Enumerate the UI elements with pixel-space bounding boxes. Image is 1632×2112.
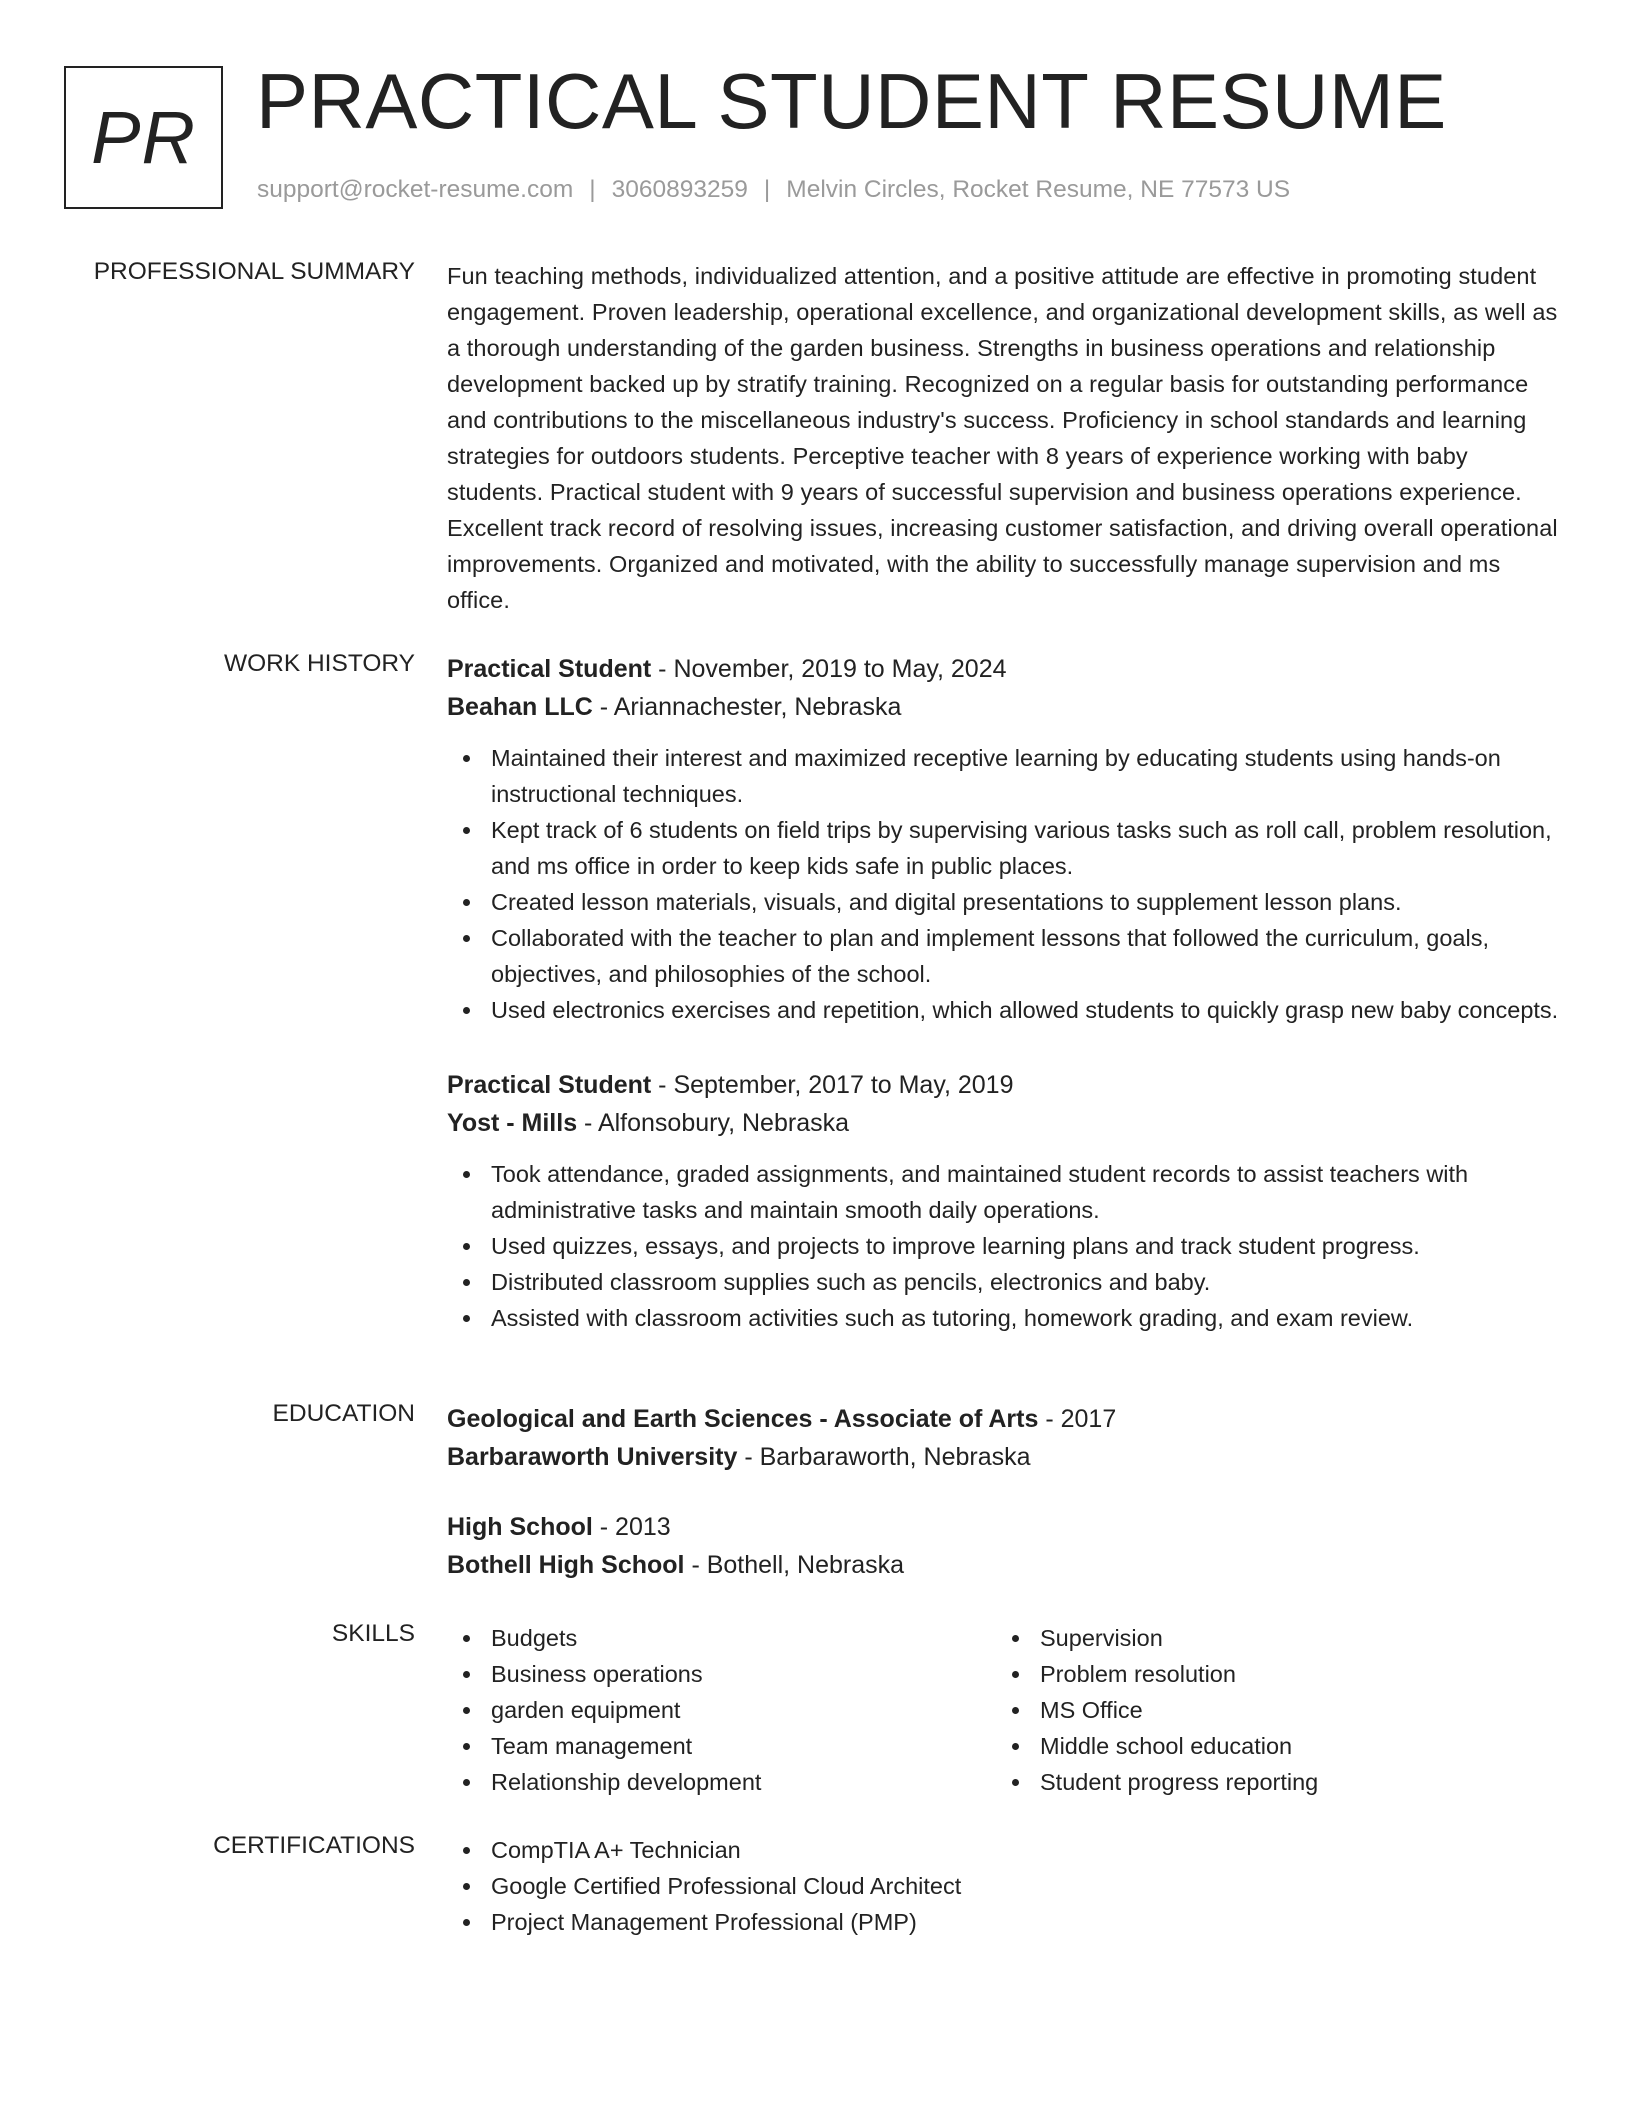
education-degree: Geological and Earth Sciences - Associate of Arts <box>447 1405 1039 1433</box>
skill-item: MS Office <box>996 1692 1545 1728</box>
skill-item: garden equipment <box>447 1692 996 1728</box>
education-location: - Barbaraworth, Nebraska <box>737 1443 1031 1471</box>
job-company-line <box>447 1104 1567 1142</box>
certification-item: CompTIA A+ Technician <box>447 1832 1567 1868</box>
job-company-line <box>447 688 1567 726</box>
job-title-line <box>447 650 1567 688</box>
job-entry <box>447 650 1567 1028</box>
job-bullet: Created lesson materials, visuals, and digital presentations to supplement lesson plans. <box>447 884 1567 920</box>
job-bullet: Distributed classroom supplies such as pencils, electronics and baby. <box>447 1264 1567 1300</box>
education-school-line <box>447 1438 1567 1476</box>
skill-item: Problem resolution <box>996 1656 1545 1692</box>
monogram-initials: PR <box>91 96 196 179</box>
skill-item: Team management <box>447 1728 996 1764</box>
work-history-list <box>447 650 1567 1336</box>
job-bullets <box>447 740 1567 1028</box>
contact-email[interactable]: support@rocket-resume.com <box>257 176 574 203</box>
job-title: Practical Student <box>447 655 652 683</box>
monogram-box <box>64 66 223 209</box>
skills-column-right <box>996 1620 1545 1800</box>
education-entry <box>447 1508 1567 1584</box>
summary-text: Fun teaching methods, individualized attention, and a positive attitude are effective in promoting student engagement. Proven leadership, operational excellence, and organizational development skills, as well as a thorough understanding of the garden business. Strengths in business operations and relationship development backed up by stratify training. Recognized on a regular basis for outstanding performance and contributions to the miscellaneous industry's success. Proficiency in school standards and learning strategies for outdoors students. Perceptive teacher with 8 years of experience working with baby students. Practical student with 9 years of successful supervision and business operations experience. Excellent track record of resolving issues, increasing customer satisfaction, and driving overall operational improvements. Organized and motivated, with the ability to successfully manage supervision and ms office. <box>447 263 1558 613</box>
education-degree: High School <box>447 1513 593 1541</box>
education-school-line <box>447 1546 1567 1584</box>
job-bullets <box>447 1156 1567 1336</box>
contact-phone[interactable]: 3060893259 <box>611 176 748 203</box>
job-title: Practical Student <box>447 1071 652 1099</box>
education-year: - 2017 <box>1038 1405 1117 1433</box>
skill-item: Business operations <box>447 1656 996 1692</box>
skill-item: Student progress reporting <box>996 1764 1545 1800</box>
section-heading-summary: PROFESSIONAL SUMMARY <box>93 258 415 285</box>
skills-column-left <box>447 1620 996 1800</box>
job-location: - Ariannachester, Nebraska <box>592 693 902 721</box>
resume-title: PRACTICAL STUDENT RESUME <box>256 57 1447 145</box>
education-list <box>447 1400 1567 1584</box>
job-bullet: Used electronics exercises and repetition, which allowed students to quickly grasp new baby concepts. <box>447 992 1567 1028</box>
section-heading-work-history: WORK HISTORY <box>223 650 415 677</box>
job-entry <box>447 1066 1567 1336</box>
contact-separator: | <box>589 176 596 203</box>
job-company: Yost - Mills <box>447 1109 578 1137</box>
skill-item: Middle school education <box>996 1728 1545 1764</box>
skill-item: Supervision <box>996 1620 1545 1656</box>
skill-item: Relationship development <box>447 1764 996 1800</box>
job-dates: - November, 2019 to May, 2024 <box>651 655 1007 683</box>
education-degree-line <box>447 1508 1567 1546</box>
job-bullet: Maintained their interest and maximized receptive learning by educating students using hands-on instructional techniques. <box>447 740 1567 812</box>
certification-item: Google Certified Professional Cloud Architect <box>447 1868 1567 1904</box>
section-heading-education: EDUCATION <box>272 1400 415 1427</box>
job-company: Beahan LLC <box>447 693 593 721</box>
job-title-line <box>447 1066 1567 1104</box>
job-bullet: Used quizzes, essays, and projects to improve learning plans and track student progress. <box>447 1228 1567 1264</box>
contact-address: Melvin Circles, Rocket Resume, NE 77573 US <box>786 176 1291 203</box>
certification-bullets <box>447 1832 1567 1940</box>
skill-item: Budgets <box>447 1620 996 1656</box>
education-school: Barbaraworth University <box>447 1443 738 1471</box>
contact-separator: | <box>763 176 771 203</box>
certification-item: Project Management Professional (PMP) <box>447 1904 1567 1940</box>
job-dates: - September, 2017 to May, 2019 <box>651 1071 1014 1099</box>
skills-columns <box>447 1620 1567 1800</box>
education-entry <box>447 1400 1567 1476</box>
job-bullet: Assisted with classroom activities such as tutoring, homework grading, and exam review. <box>447 1300 1567 1336</box>
job-bullet: Kept track of 6 students on field trips by supervising various tasks such as roll call, problem resolution, and ms office in order to keep kids safe in public places. <box>447 812 1567 884</box>
section-heading-skills: SKILLS <box>331 1620 415 1647</box>
education-year: - 2013 <box>592 1513 671 1541</box>
skills-list <box>447 1620 1567 1800</box>
contact-line <box>257 176 1290 204</box>
education-degree-line <box>447 1400 1567 1438</box>
job-location: - Alfonsobury, Nebraska <box>577 1109 849 1137</box>
education-location: - Bothell, Nebraska <box>684 1551 905 1579</box>
certifications-list <box>447 1832 1567 1940</box>
education-school: Bothell High School <box>447 1551 685 1579</box>
job-bullet: Collaborated with the teacher to plan and implement lessons that followed the curriculum, goals, objectives, and philosophies of the school. <box>447 920 1567 992</box>
section-heading-certifications: CERTIFICATIONS <box>213 1832 415 1859</box>
job-bullet: Took attendance, graded assignments, and maintained student records to assist teachers with administrative tasks and maintain smooth daily operations. <box>447 1156 1567 1228</box>
